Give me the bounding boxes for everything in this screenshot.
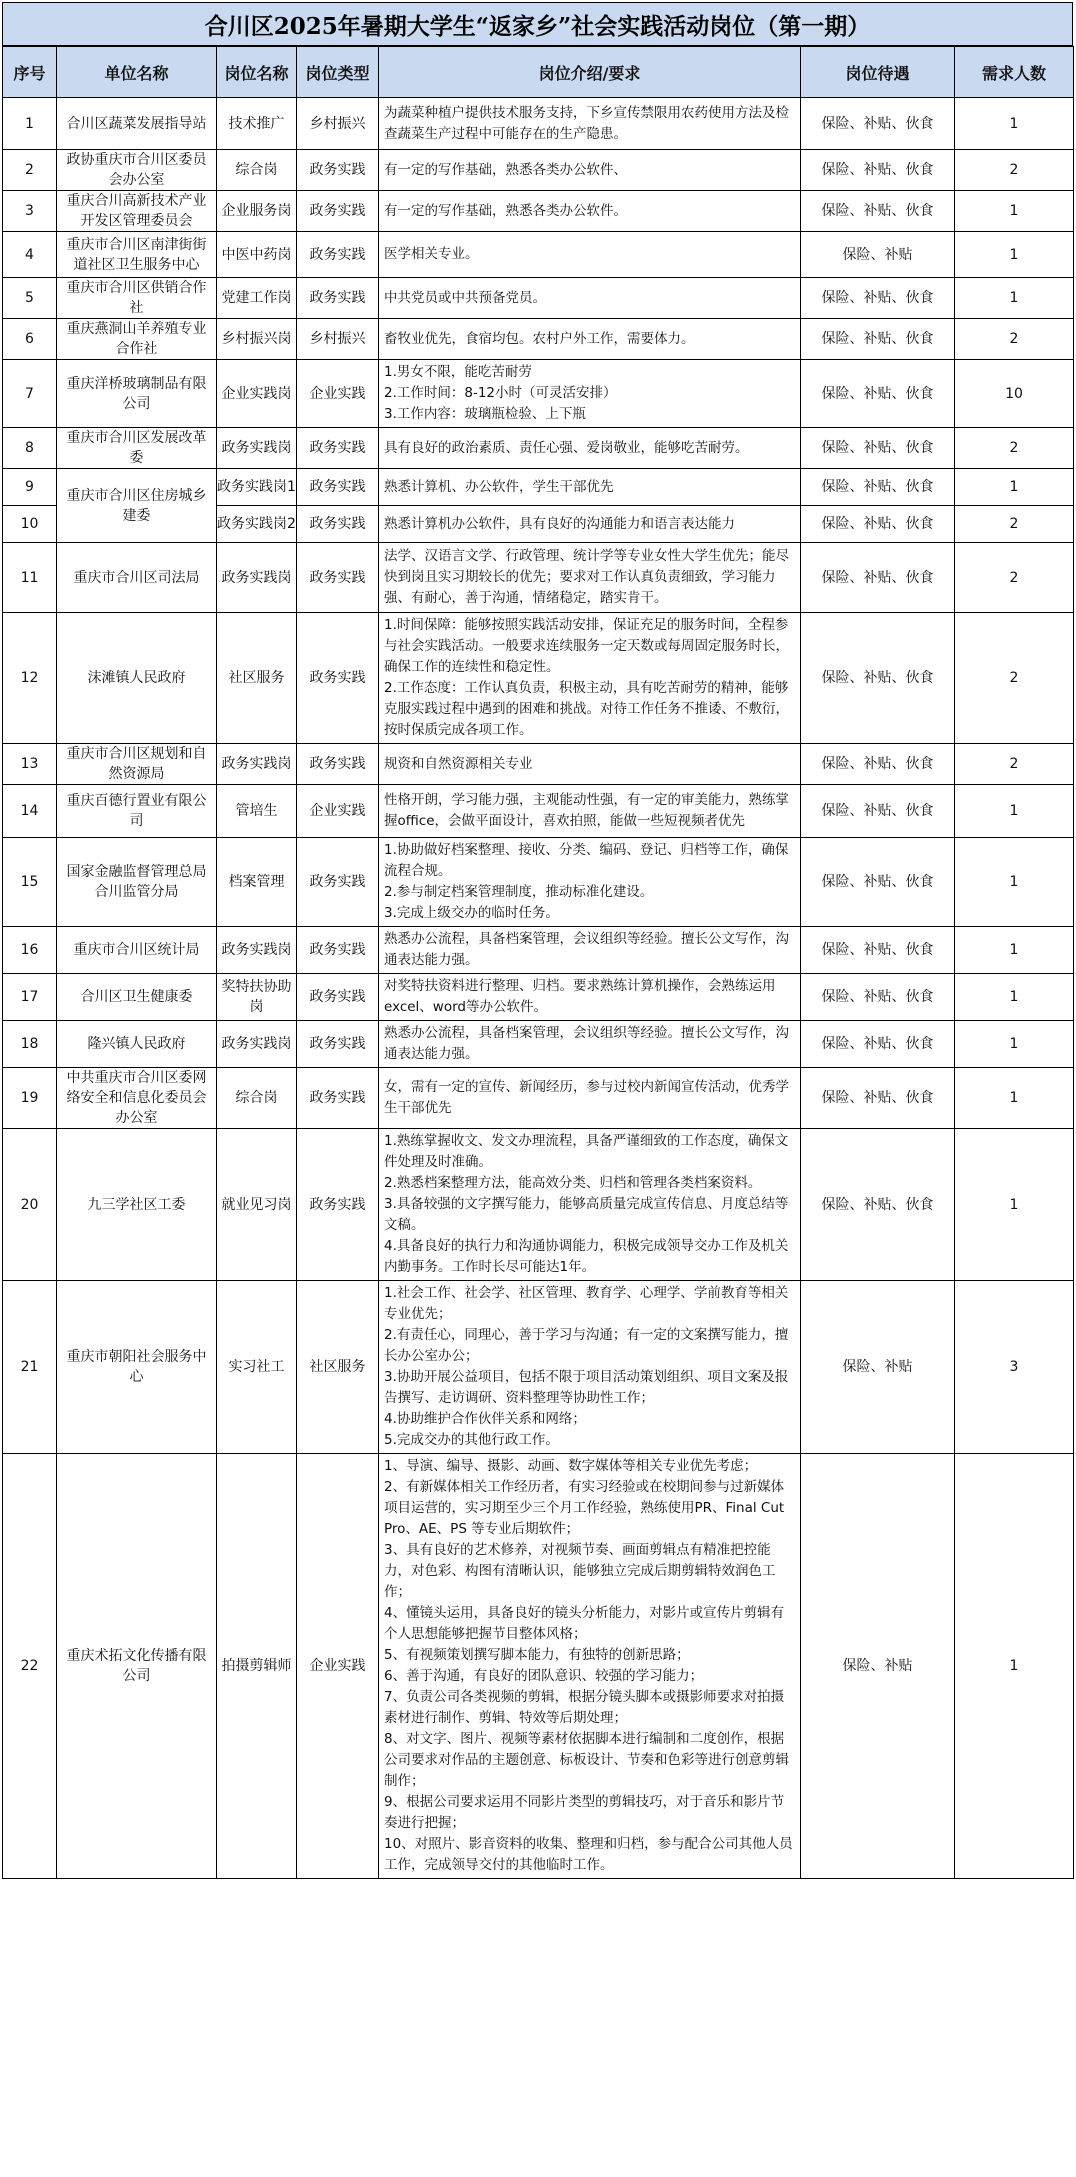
cell-unit: 重庆术拓文化传播有限公司	[57, 1454, 217, 1879]
cell-unit: 重庆市合川区规划和自然资源局	[57, 744, 217, 785]
cell-unit: 重庆合川高新技术产业开发区管理委员会	[57, 191, 217, 232]
cell-post: 社区服务	[217, 613, 297, 744]
cell-no: 8	[3, 428, 57, 469]
cell-no: 3	[3, 191, 57, 232]
cell-pay: 保险、补贴、伙食	[801, 744, 955, 785]
cell-type: 政务实践	[297, 506, 379, 543]
cell-no: 2	[3, 150, 57, 191]
cell-post: 企业实践岗	[217, 360, 297, 428]
cell-unit: 沫滩镇人民政府	[57, 613, 217, 744]
cell-unit: 重庆市合川区发展改革委	[57, 428, 217, 469]
cell-post: 政务实践岗	[217, 927, 297, 974]
cell-post: 党建工作岗	[217, 278, 297, 319]
header-unit: 单位名称	[57, 47, 217, 98]
cell-requirements: 1.时间保障：能够按照实践活动安排，保证充足的服务时间，全程参与社会实践活动。一般要求连续服务一定天数或每周固定服务时长，确保工作的连续性和稳定性。 2.工作态度：工作认真负责，积极主动，具有吃苦耐劳的精神，能够克服实践过程中遇到的困难和挑战。对待工作任务不推诿、不敷衍，按时保质完成各项工作。	[379, 613, 801, 744]
cell-unit: 重庆市合川区司法局	[57, 543, 217, 613]
cell-requirements: 有一定的写作基础，熟悉各类办公软件。	[379, 191, 801, 232]
cell-pay: 保险、补贴、伙食	[801, 838, 955, 927]
cell-pay: 保险、补贴	[801, 232, 955, 278]
cell-type: 政务实践	[297, 927, 379, 974]
cell-unit: 合川区蔬菜发展指导站	[57, 98, 217, 150]
cell-requirements: 熟悉计算机办公软件，具有良好的沟通能力和语言表达能力	[379, 506, 801, 543]
header-post: 岗位名称	[217, 47, 297, 98]
cell-unit: 重庆市合川区供销合作社	[57, 278, 217, 319]
cell-requirements: 1.协助做好档案整理、接收、分类、编码、登记、归档等工作，确保流程合规。 2.参与制定档案管理制度，推动标准化建设。 3.完成上级交办的临时任务。	[379, 838, 801, 927]
cell-requirements: 熟悉计算机、办公软件，学生干部优先	[379, 469, 801, 506]
cell-unit: 国家金融监督管理总局合川监管分局	[57, 838, 217, 927]
cell-post: 综合岗	[217, 1068, 297, 1129]
cell-pay: 保险、补贴	[801, 1454, 955, 1879]
cell-unit: 重庆市合川区住房城乡建委	[57, 469, 217, 543]
table-row	[3, 543, 1074, 613]
cell-requirements: 1.男女不限，能吃苦耐劳 2.工作时间：8-12小时（可灵活安排） 3.工作内容：玻璃瓶检验、上下瓶	[379, 360, 801, 428]
table-row	[3, 150, 1074, 191]
table-row	[3, 278, 1074, 319]
cell-no: 5	[3, 278, 57, 319]
cell-pay: 保险、补贴、伙食	[801, 278, 955, 319]
header-pay: 岗位待遇	[801, 47, 955, 98]
table-row	[3, 838, 1074, 927]
table-row	[3, 785, 1074, 838]
cell-count: 1	[955, 1454, 1074, 1879]
cell-post: 中医中药岗	[217, 232, 297, 278]
table-row	[3, 1021, 1074, 1068]
cell-pay: 保险、补贴、伙食	[801, 506, 955, 543]
cell-type: 政务实践	[297, 613, 379, 744]
cell-type: 政务实践	[297, 232, 379, 278]
cell-requirements: 规资和自然资源相关专业	[379, 744, 801, 785]
table-row	[3, 1129, 1074, 1281]
cell-count: 2	[955, 744, 1074, 785]
table-row	[3, 428, 1074, 469]
cell-type: 乡村振兴	[297, 319, 379, 360]
table-row	[3, 360, 1074, 428]
cell-pay: 保险、补贴、伙食	[801, 191, 955, 232]
cell-requirements: 1、导演、编导、摄影、动画、数字媒体等相关专业优先考虑； 2、有新媒体相关工作经历者，有实习经验或在校期间参与过新媒体项目运营的，实习期至少三个月工作经验，熟练使用PR、Final Cut Pro、AE、PS 等专业后期软件； 3、具有良好的艺术修养，对视频节奏、画面剪辑点有精准把控能力，对色彩、构图有清晰认识，能够独立完成后期剪辑特效润色工作； 4、懂镜头运用，具备良好的镜头分析能力，对影片或宣传片剪辑有个人思想能够把握节目整体风格； 5、有视频策划撰写脚本能力，有独特的创新思路； 6、善于沟通，有良好的团队意识、较强的学习能力； 7、负责公司各类视频的剪辑，根据分镜头脚本或摄影师要求对拍摄素材进行制作、剪辑、特效等后期处理； 8、对文字、图片、视频等素材依据脚本进行编制和二度创作，根据公司要求对作品的主题创意、标板设计、节奏和色彩等进行创意剪辑制作； 9、根据公司要求运用不同影片类型的剪辑技巧，对于音乐和影片节奏进行把握； 10、对照片、影音资料的收集、整理和归档，参与配合公司其他人员工作，完成领导交付的其他临时工作。	[379, 1454, 801, 1879]
table-row	[3, 1454, 1074, 1879]
cell-type: 政务实践	[297, 1129, 379, 1281]
cell-post: 就业见习岗	[217, 1129, 297, 1281]
table-row	[3, 744, 1074, 785]
cell-count: 1	[955, 1068, 1074, 1129]
cell-post: 管培生	[217, 785, 297, 838]
cell-count: 1	[955, 1129, 1074, 1281]
cell-count: 2	[955, 319, 1074, 360]
cell-requirements: 女，需有一定的宣传、新闻经历，参与过校内新闻宣传活动，优秀学生干部优先	[379, 1068, 801, 1129]
cell-pay: 保险、补贴、伙食	[801, 543, 955, 613]
cell-pay: 保险、补贴、伙食	[801, 428, 955, 469]
cell-no: 22	[3, 1454, 57, 1879]
cell-post: 技术推广	[217, 98, 297, 150]
cell-type: 乡村振兴	[297, 98, 379, 150]
cell-unit: 重庆洋桥玻璃制品有限公司	[57, 360, 217, 428]
table-row	[3, 191, 1074, 232]
cell-post: 政务实践岗1	[217, 469, 297, 506]
table-row	[3, 1281, 1074, 1454]
header-count: 需求人数	[955, 47, 1074, 98]
cell-no: 6	[3, 319, 57, 360]
cell-no: 11	[3, 543, 57, 613]
cell-requirements: 具有良好的政治素质、责任心强、爱岗敬业，能够吃苦耐劳。	[379, 428, 801, 469]
cell-unit: 隆兴镇人民政府	[57, 1021, 217, 1068]
cell-type: 政务实践	[297, 150, 379, 191]
cell-no: 18	[3, 1021, 57, 1068]
table-row	[3, 974, 1074, 1021]
cell-type: 政务实践	[297, 744, 379, 785]
cell-requirements: 熟悉办公流程，具备档案管理，会议组织等经验。擅长公文写作，沟通表达能力强。	[379, 1021, 801, 1068]
cell-no: 21	[3, 1281, 57, 1454]
page-title: 合川区2025年暑期大学生“返家乡”社会实践活动岗位（第一期）	[2, 2, 1073, 46]
cell-requirements: 为蔬菜种植户提供技术服务支持，下乡宣传禁限用农药使用方法及检查蔬菜生产过程中可能存在的生产隐患。	[379, 98, 801, 150]
cell-requirements: 1.熟练掌握收文、发文办理流程，具备严谨细致的工作态度，确保文件处理及时准确。 2.熟悉档案整理方法，能高效分类、归档和管理各类档案资料。 3.具备较强的文字撰写能力，能够高质量完成宣传信息、月度总结等文稿。 4.具备良好的执行力和沟通协调能力，积极完成领导交办工作及机关内勤事务。工作时长尽可能达1年。	[379, 1129, 801, 1281]
cell-post: 政务实践岗	[217, 543, 297, 613]
cell-requirements: 医学相关专业。	[379, 232, 801, 278]
cell-post: 拍摄剪辑师	[217, 1454, 297, 1879]
cell-type: 政务实践	[297, 428, 379, 469]
cell-count: 2	[955, 506, 1074, 543]
cell-pay: 保险、补贴、伙食	[801, 1068, 955, 1129]
cell-count: 1	[955, 838, 1074, 927]
cell-count: 1	[955, 469, 1074, 506]
cell-count: 1	[955, 1021, 1074, 1068]
cell-count: 1	[955, 785, 1074, 838]
table-row	[3, 98, 1074, 150]
cell-unit: 九三学社区工委	[57, 1129, 217, 1281]
cell-type: 企业实践	[297, 785, 379, 838]
cell-type: 企业实践	[297, 360, 379, 428]
cell-post: 乡村振兴岗	[217, 319, 297, 360]
cell-requirements: 熟悉办公流程，具备档案管理，会议组织等经验。擅长公文写作，沟通表达能力强。	[379, 927, 801, 974]
cell-post: 档案管理	[217, 838, 297, 927]
positions-table	[2, 46, 1074, 1879]
table-row	[3, 469, 1074, 506]
cell-pay: 保险、补贴、伙食	[801, 927, 955, 974]
table-row	[3, 613, 1074, 744]
cell-post: 政务实践岗2	[217, 506, 297, 543]
cell-count: 2	[955, 543, 1074, 613]
cell-unit: 重庆燕洞山羊养殖专业合作社	[57, 319, 217, 360]
cell-count: 2	[955, 428, 1074, 469]
table-row	[3, 1068, 1074, 1129]
cell-count: 1	[955, 278, 1074, 319]
cell-unit: 重庆市合川区南津街街道社区卫生服务中心	[57, 232, 217, 278]
cell-post: 企业服务岗	[217, 191, 297, 232]
cell-pay: 保险、补贴、伙食	[801, 319, 955, 360]
table-row	[3, 232, 1074, 278]
cell-type: 政务实践	[297, 543, 379, 613]
cell-type: 政务实践	[297, 974, 379, 1021]
cell-post: 综合岗	[217, 150, 297, 191]
cell-pay: 保险、补贴、伙食	[801, 360, 955, 428]
cell-no: 13	[3, 744, 57, 785]
cell-no: 16	[3, 927, 57, 974]
cell-no: 9	[3, 469, 57, 506]
cell-post: 政务实践岗	[217, 1021, 297, 1068]
cell-unit: 合川区卫生健康委	[57, 974, 217, 1021]
cell-post: 奖特扶协助岗	[217, 974, 297, 1021]
cell-no: 20	[3, 1129, 57, 1281]
cell-unit: 重庆市朝阳社会服务中心	[57, 1281, 217, 1454]
cell-type: 政务实践	[297, 469, 379, 506]
cell-type: 政务实践	[297, 1068, 379, 1129]
cell-type: 社区服务	[297, 1281, 379, 1454]
cell-unit: 政协重庆市合川区委员会办公室	[57, 150, 217, 191]
cell-no: 17	[3, 974, 57, 1021]
cell-count: 2	[955, 613, 1074, 744]
header-type: 岗位类型	[297, 47, 379, 98]
cell-no: 15	[3, 838, 57, 927]
cell-count: 10	[955, 360, 1074, 428]
cell-count: 1	[955, 927, 1074, 974]
cell-post: 政务实践岗	[217, 428, 297, 469]
cell-no: 14	[3, 785, 57, 838]
table-row	[3, 319, 1074, 360]
cell-requirements: 有一定的写作基础，熟悉各类办公软件、	[379, 150, 801, 191]
cell-pay: 保险、补贴、伙食	[801, 1021, 955, 1068]
cell-unit: 重庆百德行置业有限公司	[57, 785, 217, 838]
cell-unit: 中共重庆市合川区委网络安全和信息化委员会办公室	[57, 1068, 217, 1129]
cell-count: 3	[955, 1281, 1074, 1454]
cell-count: 1	[955, 98, 1074, 150]
header-requirements: 岗位介绍/要求	[379, 47, 801, 98]
header-no: 序号	[3, 47, 57, 98]
table-row	[3, 927, 1074, 974]
cell-pay: 保险、补贴、伙食	[801, 785, 955, 838]
cell-count: 1	[955, 191, 1074, 232]
cell-count: 1	[955, 974, 1074, 1021]
cell-unit: 重庆市合川区统计局	[57, 927, 217, 974]
cell-pay: 保险、补贴、伙食	[801, 469, 955, 506]
cell-requirements: 中共党员或中共预备党员。	[379, 278, 801, 319]
cell-post: 实习社工	[217, 1281, 297, 1454]
table-header-row	[3, 47, 1074, 98]
cell-count: 2	[955, 150, 1074, 191]
cell-requirements: 性格开朗，学习能力强，主观能动性强，有一定的审美能力，熟练掌握office，会做平面设计，喜欢拍照，能做一些短视频者优先	[379, 785, 801, 838]
cell-type: 政务实践	[297, 278, 379, 319]
cell-requirements: 畜牧业优先，食宿均包。农村户外工作，需要体力。	[379, 319, 801, 360]
cell-requirements: 1.社会工作、社会学、社区管理、教育学、心理学、学前教育等相关专业优先； 2.有责任心，同理心，善于学习与沟通；有一定的文案撰写能力，擅长办公室办公； 3.协助开展公益项目，包括不限于项目活动策划组织、项目文案及报告撰写、走访调研、资料整理等协助性工作； 4.协助维护合作伙伴关系和网络； 5.完成交办的其他行政工作。	[379, 1281, 801, 1454]
cell-no: 19	[3, 1068, 57, 1129]
cell-no: 4	[3, 232, 57, 278]
cell-post: 政务实践岗	[217, 744, 297, 785]
cell-type: 政务实践	[297, 191, 379, 232]
cell-pay: 保险、补贴、伙食	[801, 613, 955, 744]
cell-pay: 保险、补贴、伙食	[801, 150, 955, 191]
cell-type: 政务实践	[297, 1021, 379, 1068]
cell-pay: 保险、补贴、伙食	[801, 974, 955, 1021]
cell-pay: 保险、补贴、伙食	[801, 1129, 955, 1281]
cell-pay: 保险、补贴	[801, 1281, 955, 1454]
cell-no: 10	[3, 506, 57, 543]
cell-no: 7	[3, 360, 57, 428]
cell-type: 政务实践	[297, 838, 379, 927]
cell-count: 1	[955, 232, 1074, 278]
cell-no: 1	[3, 98, 57, 150]
cell-requirements: 对奖特扶资料进行整理、归档。要求熟练计算机操作，会熟练运用excel、word等办公软件。	[379, 974, 801, 1021]
cell-pay: 保险、补贴、伙食	[801, 98, 955, 150]
cell-no: 12	[3, 613, 57, 744]
cell-type: 企业实践	[297, 1454, 379, 1879]
cell-requirements: 法学、汉语言文学、行政管理、统计学等专业女性大学生优先；能尽快到岗且实习期较长的优先；要求对工作认真负责细致，学习能力强、有耐心，善于沟通，情绪稳定，踏实肯干。	[379, 543, 801, 613]
